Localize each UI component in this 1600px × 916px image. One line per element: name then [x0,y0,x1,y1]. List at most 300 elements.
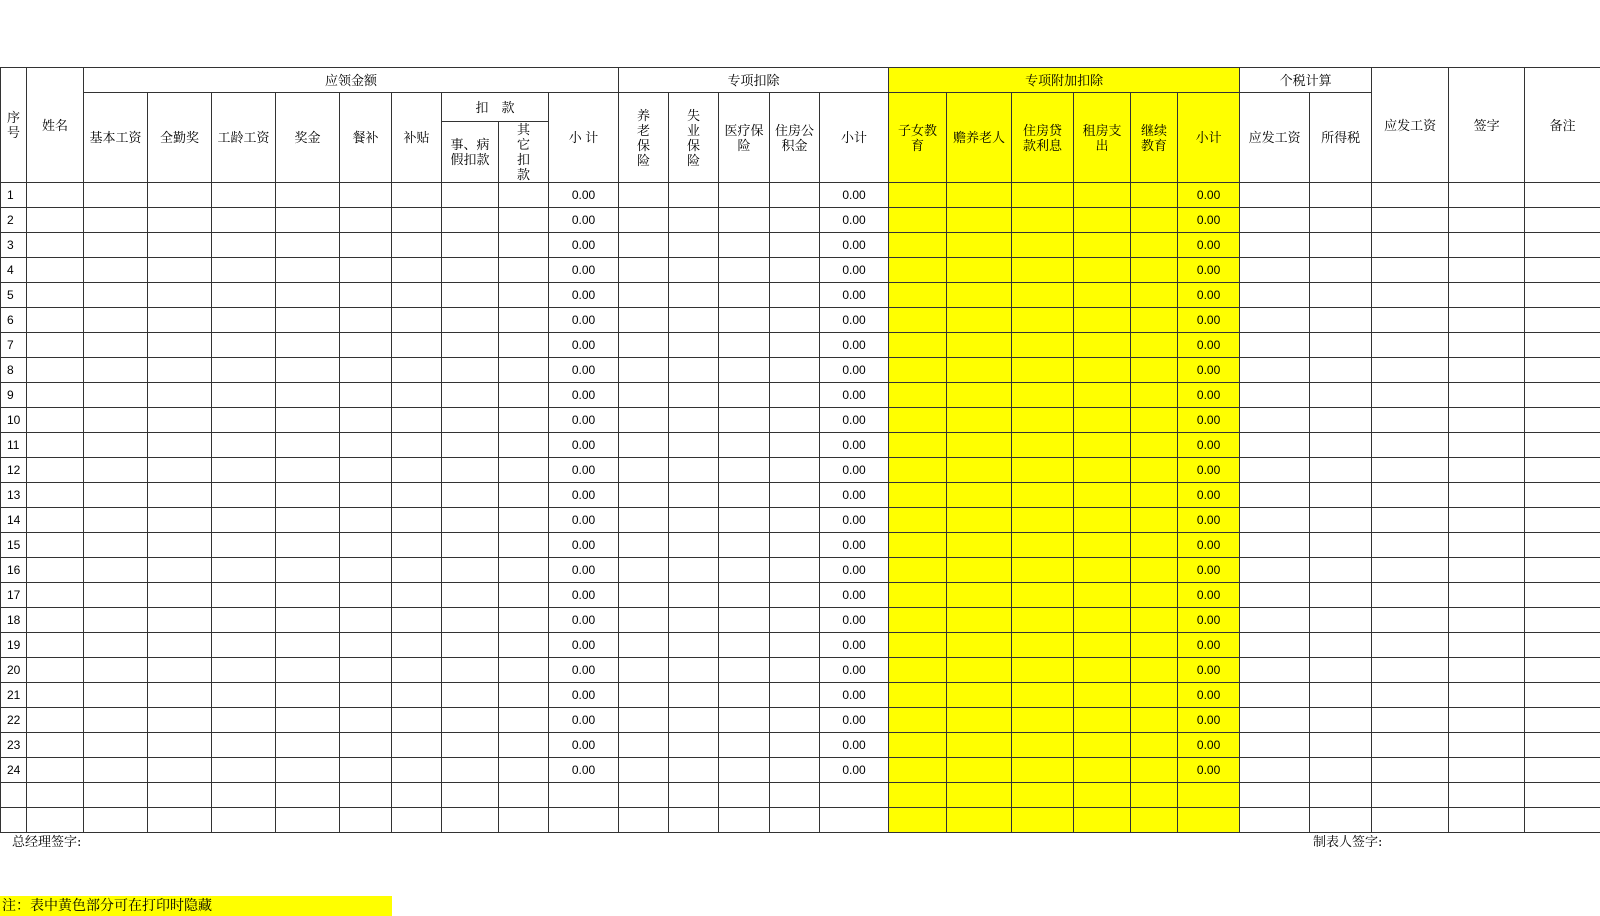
table-cell[interactable] [84,258,148,283]
row-seq-cell[interactable]: 10 [1,408,27,433]
table-cell[interactable] [619,608,669,633]
table-cell[interactable] [669,483,719,508]
table-cell[interactable] [1525,708,1600,733]
table-cell[interactable] [1074,758,1131,783]
table-cell[interactable] [1449,633,1525,658]
table-cell[interactable] [619,408,669,433]
table-cell[interactable] [1310,433,1372,458]
table-cell[interactable] [719,633,770,658]
table-cell[interactable] [1310,808,1372,833]
table-cell[interactable] [719,733,770,758]
table-cell[interactable] [1240,183,1310,208]
subtotal-additional-cell[interactable]: 0.00 [1178,508,1240,533]
table-cell[interactable] [719,533,770,558]
row-seq-cell[interactable]: 22 [1,708,27,733]
table-cell[interactable] [770,358,820,383]
table-cell[interactable] [1525,558,1600,583]
table-cell[interactable] [340,558,392,583]
table-cell[interactable] [1074,583,1131,608]
table-cell[interactable] [889,258,947,283]
table-cell[interactable] [619,483,669,508]
table-cell[interactable] [1449,583,1525,608]
subtotal-payable-cell[interactable]: 0.00 [549,383,619,408]
subtotal-additional-cell[interactable]: 0.00 [1178,658,1240,683]
table-cell[interactable] [392,358,442,383]
table-cell[interactable] [1074,533,1131,558]
table-cell[interactable] [1012,758,1074,783]
table-cell[interactable] [27,383,84,408]
table-cell[interactable] [1074,683,1131,708]
table-cell[interactable] [148,483,212,508]
table-cell[interactable] [669,258,719,283]
table-cell[interactable] [27,633,84,658]
table-cell[interactable] [1525,333,1600,358]
table-cell[interactable] [340,408,392,433]
subtotal-additional-cell[interactable]: 0.00 [1178,258,1240,283]
table-cell[interactable] [1012,383,1074,408]
table-cell[interactable] [719,608,770,633]
table-cell[interactable] [669,583,719,608]
table-cell[interactable] [212,483,276,508]
table-cell[interactable] [1525,608,1600,633]
table-cell[interactable] [770,658,820,683]
table-cell[interactable] [442,183,499,208]
row-seq-cell[interactable]: 24 [1,758,27,783]
table-cell[interactable] [392,608,442,633]
subtotal-additional-cell[interactable]: 0.00 [1178,433,1240,458]
table-cell[interactable] [212,383,276,408]
table-cell[interactable] [1310,358,1372,383]
subtotal-payable-cell[interactable] [549,808,619,833]
table-cell[interactable] [1240,758,1310,783]
table-cell[interactable] [1525,208,1600,233]
table-cell[interactable] [1131,583,1178,608]
table-cell[interactable] [84,658,148,683]
table-cell[interactable] [27,258,84,283]
table-cell[interactable] [619,308,669,333]
table-cell[interactable] [1449,508,1525,533]
table-cell[interactable] [340,458,392,483]
table-cell[interactable] [719,508,770,533]
table-cell[interactable] [392,208,442,233]
table-cell[interactable] [1012,558,1074,583]
table-cell[interactable] [1310,558,1372,583]
table-cell[interactable] [1074,733,1131,758]
table-cell[interactable] [1525,658,1600,683]
table-cell[interactable] [27,533,84,558]
table-cell[interactable] [947,233,1012,258]
table-cell[interactable] [392,758,442,783]
table-cell[interactable] [148,433,212,458]
table-cell[interactable] [889,558,947,583]
subtotal-additional-cell[interactable]: 0.00 [1178,583,1240,608]
table-cell[interactable] [340,783,392,808]
table-cell[interactable] [1310,258,1372,283]
table-cell[interactable] [340,683,392,708]
table-cell[interactable] [84,408,148,433]
table-cell[interactable] [84,208,148,233]
table-cell[interactable] [148,558,212,583]
table-cell[interactable] [84,808,148,833]
table-cell[interactable] [770,708,820,733]
table-cell[interactable] [719,358,770,383]
table-cell[interactable] [719,308,770,333]
table-cell[interactable] [1310,758,1372,783]
table-cell[interactable] [1372,433,1449,458]
table-cell[interactable] [442,583,499,608]
table-cell[interactable] [770,483,820,508]
table-cell[interactable] [889,533,947,558]
table-cell[interactable] [1131,633,1178,658]
table-cell[interactable] [1074,483,1131,508]
row-seq-cell[interactable]: 4 [1,258,27,283]
table-cell[interactable] [1240,808,1310,833]
table-cell[interactable] [1074,458,1131,483]
table-cell[interactable] [1449,783,1525,808]
table-cell[interactable] [770,383,820,408]
subtotal-special-cell[interactable]: 0.00 [820,483,889,508]
subtotal-payable-cell[interactable] [549,783,619,808]
table-cell[interactable] [212,583,276,608]
table-cell[interactable] [1012,183,1074,208]
table-cell[interactable] [947,808,1012,833]
row-seq-cell[interactable]: 23 [1,733,27,758]
table-cell[interactable] [619,633,669,658]
table-cell[interactable] [276,508,340,533]
table-cell[interactable] [1310,383,1372,408]
table-cell[interactable] [84,383,148,408]
subtotal-additional-cell[interactable]: 0.00 [1178,458,1240,483]
table-cell[interactable] [212,808,276,833]
table-cell[interactable] [619,183,669,208]
table-cell[interactable] [719,783,770,808]
table-cell[interactable] [499,308,549,333]
table-cell[interactable] [889,183,947,208]
table-cell[interactable] [947,333,1012,358]
table-cell[interactable] [719,758,770,783]
table-cell[interactable] [1012,308,1074,333]
table-cell[interactable] [499,183,549,208]
table-cell[interactable] [1131,258,1178,283]
table-cell[interactable] [1240,658,1310,683]
table-cell[interactable] [27,708,84,733]
table-cell[interactable] [1525,383,1600,408]
table-cell[interactable] [770,258,820,283]
table-cell[interactable] [889,808,947,833]
table-cell[interactable] [1372,683,1449,708]
table-cell[interactable] [276,733,340,758]
table-cell[interactable] [276,258,340,283]
table-cell[interactable] [889,233,947,258]
table-cell[interactable] [947,658,1012,683]
table-cell[interactable] [1240,483,1310,508]
table-cell[interactable] [770,533,820,558]
subtotal-payable-cell[interactable]: 0.00 [549,458,619,483]
subtotal-payable-cell[interactable]: 0.00 [549,283,619,308]
table-cell[interactable] [84,358,148,383]
table-cell[interactable] [1240,708,1310,733]
table-cell[interactable] [276,408,340,433]
table-cell[interactable] [276,558,340,583]
subtotal-additional-cell[interactable]: 0.00 [1178,383,1240,408]
table-cell[interactable] [669,608,719,633]
row-seq-cell[interactable]: 15 [1,533,27,558]
table-cell[interactable] [947,283,1012,308]
table-cell[interactable] [1074,283,1131,308]
table-cell[interactable] [148,683,212,708]
table-cell[interactable] [84,533,148,558]
table-cell[interactable] [1131,333,1178,358]
table-cell[interactable] [770,558,820,583]
table-cell[interactable] [148,808,212,833]
table-cell[interactable] [442,808,499,833]
table-cell[interactable] [27,608,84,633]
table-cell[interactable] [392,433,442,458]
table-cell[interactable] [719,583,770,608]
table-cell[interactable] [340,533,392,558]
table-cell[interactable] [499,558,549,583]
table-cell[interactable] [889,658,947,683]
subtotal-payable-cell[interactable]: 0.00 [549,183,619,208]
table-cell[interactable] [619,658,669,683]
table-cell[interactable] [719,708,770,733]
table-cell[interactable] [84,333,148,358]
table-cell[interactable] [499,258,549,283]
table-cell[interactable] [1525,358,1600,383]
table-cell[interactable] [84,283,148,308]
table-cell[interactable] [1012,658,1074,683]
table-cell[interactable] [719,283,770,308]
table-cell[interactable] [442,283,499,308]
row-seq-cell[interactable]: 18 [1,608,27,633]
table-cell[interactable] [770,633,820,658]
table-cell[interactable] [392,333,442,358]
table-cell[interactable] [276,383,340,408]
table-cell[interactable] [212,308,276,333]
table-cell[interactable] [499,733,549,758]
table-cell[interactable] [1372,558,1449,583]
row-seq-cell[interactable]: 13 [1,483,27,508]
table-cell[interactable] [276,608,340,633]
table-cell[interactable] [1310,683,1372,708]
table-cell[interactable] [84,308,148,333]
table-cell[interactable] [276,633,340,658]
table-cell[interactable] [212,658,276,683]
table-cell[interactable] [1131,283,1178,308]
table-cell[interactable] [1131,733,1178,758]
table-cell[interactable] [889,383,947,408]
table-cell[interactable] [1372,183,1449,208]
table-cell[interactable] [1372,333,1449,358]
table-cell[interactable] [84,483,148,508]
subtotal-special-cell[interactable]: 0.00 [820,758,889,783]
table-cell[interactable] [1240,583,1310,608]
table-cell[interactable] [499,683,549,708]
table-cell[interactable] [1240,333,1310,358]
table-cell[interactable] [84,783,148,808]
table-cell[interactable] [1310,483,1372,508]
table-cell[interactable] [1525,483,1600,508]
table-cell[interactable] [1131,708,1178,733]
table-cell[interactable] [1240,683,1310,708]
subtotal-additional-cell[interactable]: 0.00 [1178,483,1240,508]
table-cell[interactable] [1074,508,1131,533]
table-cell[interactable] [340,708,392,733]
table-cell[interactable] [442,508,499,533]
table-cell[interactable] [499,533,549,558]
row-seq-cell[interactable]: 7 [1,333,27,358]
table-cell[interactable] [889,583,947,608]
table-cell[interactable] [619,783,669,808]
table-cell[interactable] [340,258,392,283]
subtotal-payable-cell[interactable]: 0.00 [549,633,619,658]
table-cell[interactable] [212,683,276,708]
table-cell[interactable] [276,433,340,458]
table-cell[interactable] [212,408,276,433]
table-cell[interactable] [27,183,84,208]
table-cell[interactable] [1240,308,1310,333]
table-cell[interactable] [947,408,1012,433]
table-cell[interactable] [27,658,84,683]
table-cell[interactable] [499,208,549,233]
table-cell[interactable] [669,308,719,333]
table-cell[interactable] [27,783,84,808]
table-cell[interactable] [27,758,84,783]
table-cell[interactable] [499,283,549,308]
table-cell[interactable] [889,208,947,233]
table-cell[interactable] [1131,233,1178,258]
table-cell[interactable] [340,508,392,533]
table-cell[interactable] [947,508,1012,533]
table-cell[interactable] [1012,733,1074,758]
row-seq-cell[interactable] [1,783,27,808]
table-cell[interactable] [392,383,442,408]
table-cell[interactable] [212,358,276,383]
table-cell[interactable] [499,458,549,483]
table-cell[interactable] [770,308,820,333]
table-cell[interactable] [1525,283,1600,308]
table-cell[interactable] [27,358,84,383]
row-seq-cell[interactable]: 14 [1,508,27,533]
table-cell[interactable] [442,758,499,783]
table-cell[interactable] [719,208,770,233]
table-cell[interactable] [1074,558,1131,583]
table-cell[interactable] [947,183,1012,208]
subtotal-additional-cell[interactable]: 0.00 [1178,208,1240,233]
table-cell[interactable] [1240,533,1310,558]
table-cell[interactable] [27,308,84,333]
table-cell[interactable] [1449,708,1525,733]
table-cell[interactable] [1240,358,1310,383]
table-cell[interactable] [1449,183,1525,208]
table-cell[interactable] [1449,233,1525,258]
table-cell[interactable] [1372,358,1449,383]
table-cell[interactable] [1074,783,1131,808]
subtotal-additional-cell[interactable]: 0.00 [1178,358,1240,383]
table-cell[interactable] [499,383,549,408]
table-cell[interactable] [889,333,947,358]
table-cell[interactable] [212,333,276,358]
table-cell[interactable] [148,233,212,258]
subtotal-payable-cell[interactable]: 0.00 [549,608,619,633]
table-cell[interactable] [1525,758,1600,783]
table-cell[interactable] [1310,583,1372,608]
table-cell[interactable] [340,208,392,233]
table-cell[interactable] [442,433,499,458]
table-cell[interactable] [392,408,442,433]
table-cell[interactable] [499,433,549,458]
table-cell[interactable] [276,233,340,258]
table-cell[interactable] [27,558,84,583]
table-cell[interactable] [669,783,719,808]
table-cell[interactable] [212,458,276,483]
subtotal-payable-cell[interactable]: 0.00 [549,258,619,283]
table-cell[interactable] [669,808,719,833]
subtotal-special-cell[interactable]: 0.00 [820,283,889,308]
table-cell[interactable] [1012,333,1074,358]
table-cell[interactable] [770,208,820,233]
table-cell[interactable] [669,408,719,433]
table-cell[interactable] [1449,208,1525,233]
table-cell[interactable] [669,208,719,233]
table-cell[interactable] [669,658,719,683]
subtotal-special-cell[interactable]: 0.00 [820,208,889,233]
subtotal-additional-cell[interactable]: 0.00 [1178,608,1240,633]
table-cell[interactable] [340,383,392,408]
table-cell[interactable] [1310,733,1372,758]
table-cell[interactable] [148,258,212,283]
table-cell[interactable] [947,733,1012,758]
subtotal-additional-cell[interactable]: 0.00 [1178,333,1240,358]
table-cell[interactable] [1525,408,1600,433]
table-cell[interactable] [340,608,392,633]
row-seq-cell[interactable]: 11 [1,433,27,458]
table-cell[interactable] [392,258,442,283]
table-cell[interactable] [770,183,820,208]
table-cell[interactable] [619,733,669,758]
subtotal-payable-cell[interactable]: 0.00 [549,683,619,708]
table-cell[interactable] [84,433,148,458]
table-cell[interactable] [499,233,549,258]
table-cell[interactable] [1240,783,1310,808]
table-cell[interactable] [1131,408,1178,433]
table-cell[interactable] [392,533,442,558]
table-cell[interactable] [1310,308,1372,333]
table-cell[interactable] [1310,783,1372,808]
table-cell[interactable] [889,483,947,508]
table-cell[interactable] [669,558,719,583]
table-cell[interactable] [212,708,276,733]
table-cell[interactable] [392,458,442,483]
table-cell[interactable] [1074,433,1131,458]
table-cell[interactable] [442,408,499,433]
table-cell[interactable] [619,358,669,383]
table-cell[interactable] [947,583,1012,608]
table-cell[interactable] [392,483,442,508]
subtotal-payable-cell[interactable]: 0.00 [549,708,619,733]
table-cell[interactable] [669,683,719,708]
table-cell[interactable] [1131,658,1178,683]
subtotal-additional-cell[interactable] [1178,783,1240,808]
subtotal-additional-cell[interactable] [1178,808,1240,833]
table-cell[interactable] [947,483,1012,508]
table-cell[interactable] [1449,258,1525,283]
table-cell[interactable] [148,758,212,783]
table-cell[interactable] [392,708,442,733]
subtotal-additional-cell[interactable]: 0.00 [1178,183,1240,208]
table-cell[interactable] [1525,683,1600,708]
table-cell[interactable] [1525,508,1600,533]
